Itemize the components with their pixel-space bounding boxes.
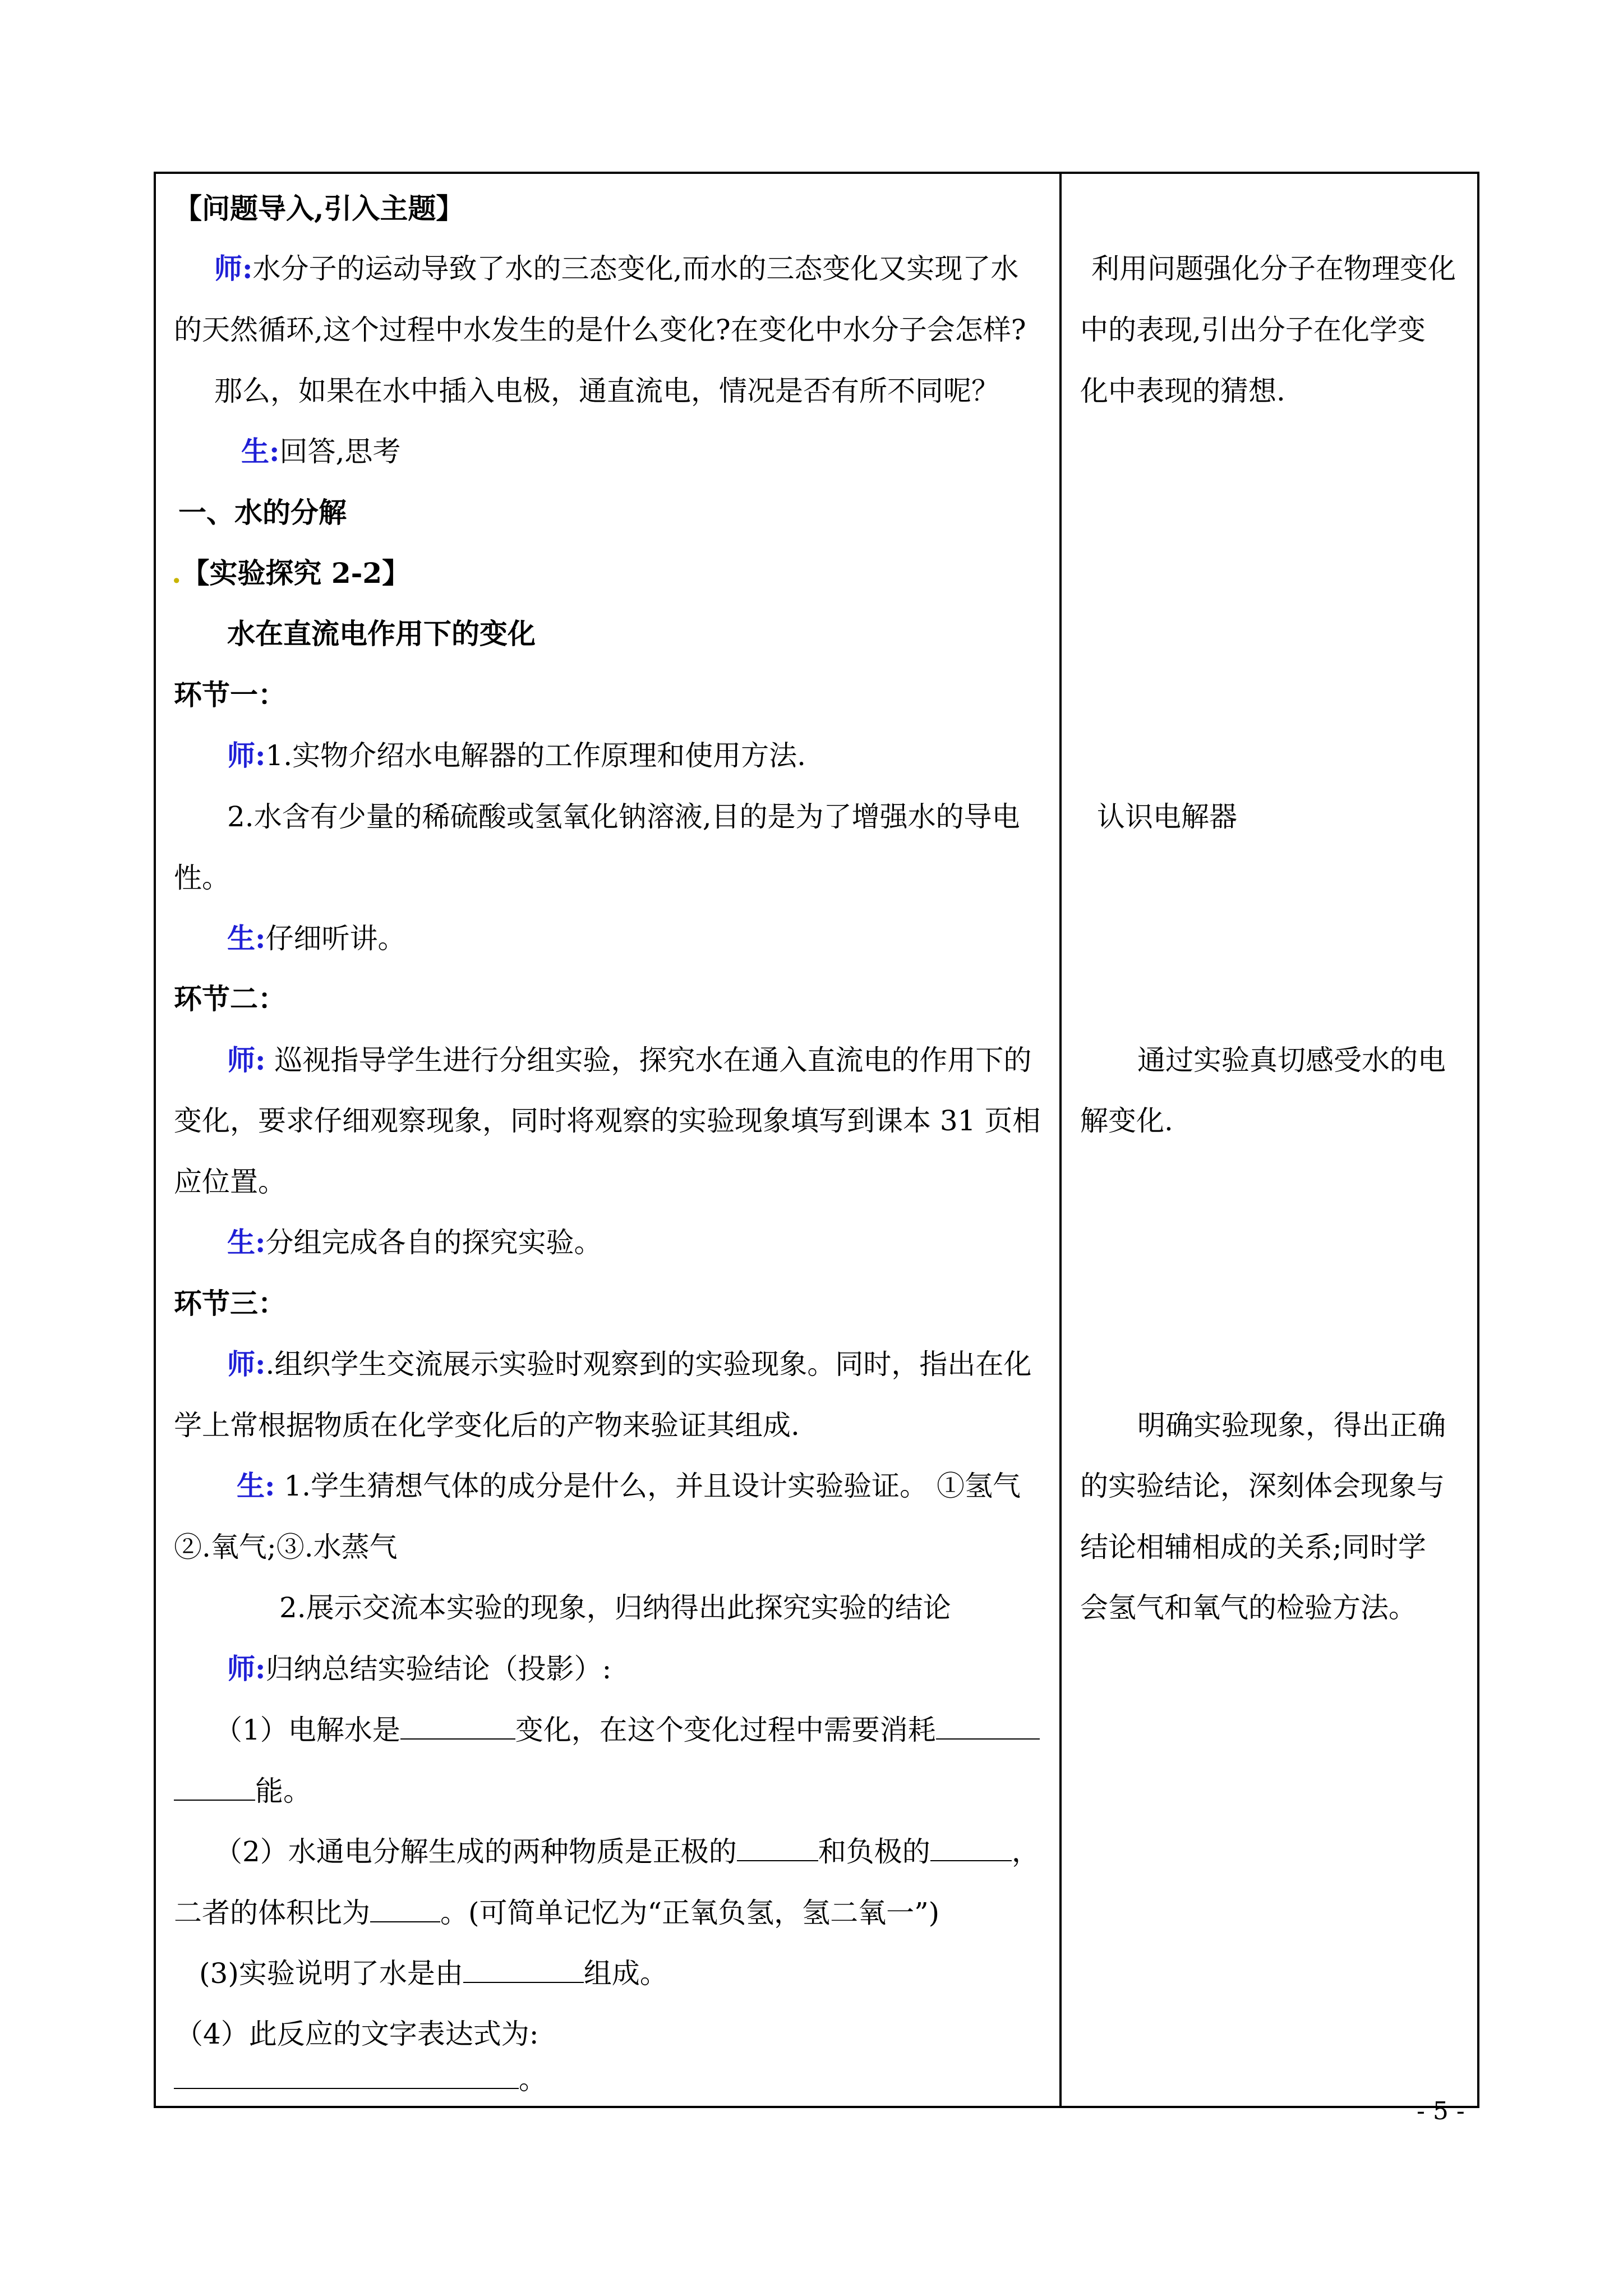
experiment-heading: .【实验探究 2-2】 (172, 556, 411, 590)
student-line: 生:分组完成各自的探究实验。 (227, 1226, 602, 1259)
stage-heading: 环节二： (174, 982, 286, 1015)
student-line: 生:回答,思考 (241, 435, 401, 468)
text-line: 学上常根据物质在化学变化后的产物来验证其组成. (174, 1409, 800, 1442)
question-4: （4）此反应的文字表达式为: (175, 2018, 539, 2050)
stage-heading: 环节一： (174, 678, 286, 711)
student-line: 生:仔细听讲。 (227, 922, 406, 955)
note-line: 认识电解器 (1097, 800, 1237, 833)
answer-blank[interactable] (174, 1774, 255, 1801)
note-line: 中的表现,引出分子在化学变 (1080, 314, 1426, 346)
experiment-title: 水在直流电作用下的变化 (227, 617, 536, 650)
teacher-line: 师:1.实物介绍水电解器的工作原理和使用方法. (227, 739, 806, 772)
speaker-student: 生: (241, 435, 280, 468)
answer-blank[interactable] (463, 1956, 584, 1983)
text-line: 的天然循环,这个过程中水发生的是什么变化?在变化中水分子会怎样? (174, 314, 1026, 346)
question-1: （1）电解水是 变化，在这个变化过程中需要消耗 (214, 1713, 1040, 1747)
question-2-cont: 二者的体积比为 。(可简单记忆为“正氧负氢，氢二氧一”) (174, 1897, 940, 1929)
note-line: 化中表现的猜想. (1080, 375, 1285, 407)
note-line: 解变化. (1080, 1105, 1173, 1137)
text-line: 2.展示交流本实验的现象，归纳得出此探究实验的结论 (279, 1591, 951, 1624)
note-line: 利用问题强化分子在物理变化 (1091, 252, 1456, 285)
page-number: - 5 - (1417, 2097, 1465, 2125)
teacher-line (214, 252, 1018, 286)
text-line: 性。 (174, 862, 230, 894)
question-1-cont: 能。 (174, 1774, 311, 1808)
marker-dot: . (172, 556, 182, 590)
text-line: 2.水含有少量的稀硫酸或氢氧化钠溶液,目的是为了增强水的导电 (227, 800, 1020, 833)
note-line: 明确实验现象，得出正确 (1137, 1409, 1446, 1442)
note-line: 的实验结论，深刻体会现象与 (1080, 1470, 1445, 1502)
teacher-line: 师: 巡视指导学生进行分组实验，探究水在通入直流电的作用下的 (227, 1043, 1032, 1076)
teacher-line: 师:.组织学生交流展示实验时观察到的实验现象。同时，指出在化 (227, 1347, 1032, 1381)
answer-blank[interactable] (400, 1713, 515, 1740)
note-line: 会氢气和氧气的检验方法。 (1080, 1591, 1417, 1624)
answer-blank[interactable] (930, 1834, 1012, 1861)
text-line: 应位置。 (174, 1166, 286, 1198)
section-heading: 【问题导入,引入主题】 (174, 192, 464, 225)
stage-heading: 环节三： (174, 1287, 286, 1320)
answer-blank[interactable] (370, 1895, 440, 1922)
answer-blank[interactable] (737, 1834, 818, 1861)
text-line: ②.氧气;③.水蒸气 (174, 1531, 398, 1563)
question-2: （2）水通电分解生成的两种物质是正极的 和负极的 ， (214, 1835, 1040, 1868)
note-line: 通过实验真切感受水的电 (1137, 1044, 1446, 1076)
answer-blank[interactable] (174, 2062, 519, 2089)
text-line: 那么，如果在水中插入电极，通直流电，情况是否有所不同呢？ (214, 375, 999, 407)
question-3: (3)实验说明了水是由 组成。 (199, 1957, 668, 1990)
answer-blank[interactable] (936, 1713, 1040, 1740)
section-heading: 一、水的分解 (178, 496, 347, 529)
note-line: 结论相辅相成的关系;同时学 (1080, 1531, 1426, 1563)
speaker-teacher: 师: (214, 252, 253, 285)
student-line: 生: 1.学生猜想气体的成分是什么，并且设计实验验证。 ①氢气 (237, 1469, 1021, 1502)
text-line: 变化，要求仔细观察现象，同时将观察的实验现象填写到课本 31 页相 (174, 1105, 1041, 1137)
question-4-answer: 。 (174, 2062, 547, 2096)
text: 水分子的运动导致了水的三态变化,而水的三态变化又实现了水 (252, 252, 1019, 285)
teacher-line: 师:归纳总结实验结论（投影）: (227, 1652, 612, 1685)
column-divider (1059, 172, 1062, 2108)
